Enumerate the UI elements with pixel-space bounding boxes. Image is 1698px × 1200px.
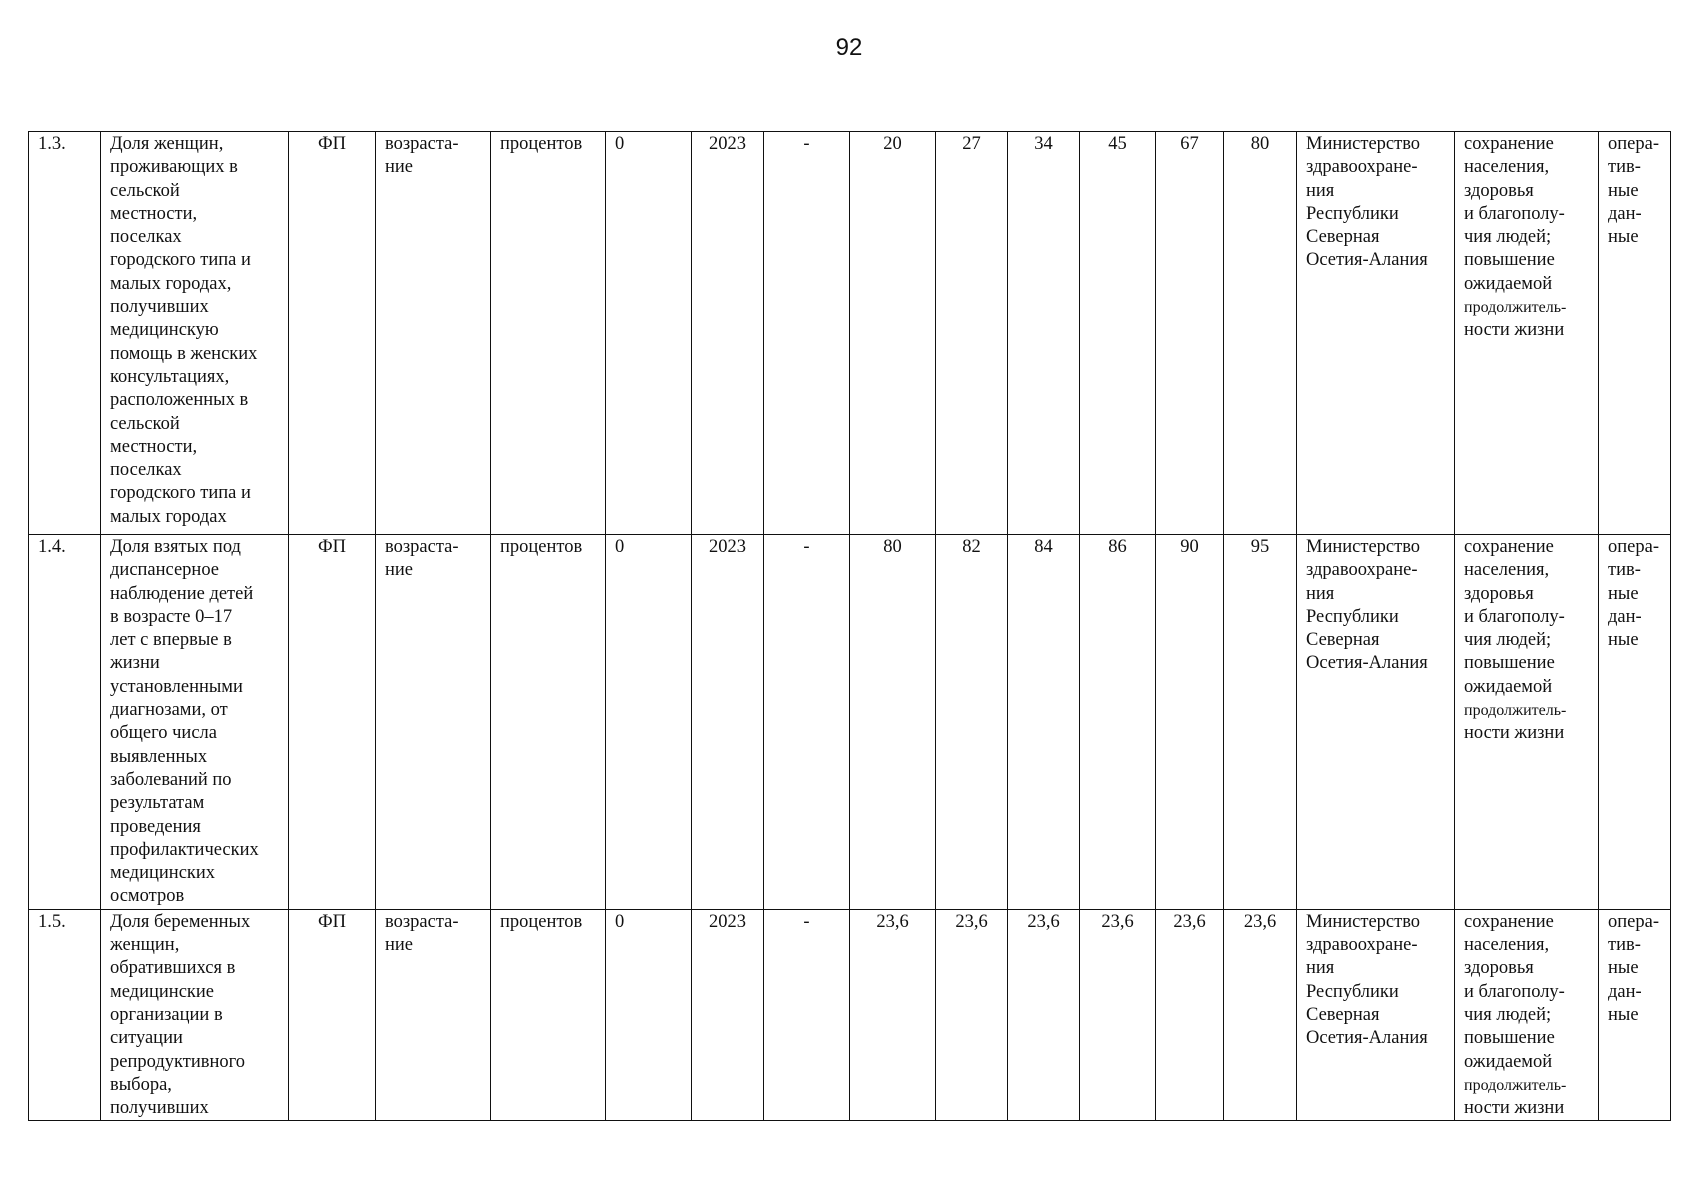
indicator-name-cell-line: Доля взятых под [110, 537, 241, 557]
target-value-cell-2: 23,6 [936, 909, 1008, 1121]
row-number-cell: 1.4. [29, 535, 101, 910]
indicator-name-cell [101, 909, 289, 1121]
target-value-cell-4: 23,6 [1080, 909, 1156, 1121]
unit-cell: процентов [491, 909, 606, 1121]
indicator-name-cell-line: местности, [110, 203, 198, 224]
indicator-name-cell-line: поселках [110, 460, 182, 481]
data-source-cell-line: опера- [1608, 911, 1659, 932]
indicator-name-cell-line: результатам [110, 793, 205, 814]
responsible-cell-line: Осетия-Алания [1306, 1028, 1428, 1049]
responsible-cell [1297, 535, 1455, 910]
national-goal-cell-line: и благополу- [1464, 203, 1565, 224]
national-goal-cell-line: ожидаемой [1464, 1051, 1553, 1072]
indicators-table [28, 131, 1671, 1121]
indicator-name-cell-line: установленными [110, 676, 243, 697]
data-source-cell-line: опера- [1608, 134, 1659, 154]
indicator-name-cell-line: малых городах [110, 506, 227, 527]
national-goal-cell-line: ожидаемой [1464, 676, 1553, 697]
indicator-name-cell-line: городского типа и [110, 483, 251, 504]
responsible-cell-line: Республики [1306, 981, 1399, 1002]
page-number: 92 [835, 34, 863, 61]
data-source-cell [1599, 909, 1671, 1121]
responsible-cell [1297, 909, 1455, 1121]
responsible-cell-line: Министерство [1306, 911, 1421, 932]
data-source-cell-line: ные [1608, 227, 1639, 248]
indicator-name-cell-line: консультациях, [110, 366, 230, 387]
target-value-cell-2: 27 [936, 132, 1008, 535]
target-value-cell-6: 95 [1224, 535, 1297, 910]
national-goal-cell-line: сохранение [1464, 134, 1554, 154]
indicator-name-cell-line: наблюдение детей [110, 583, 254, 604]
national-goal-cell-line: населения, [1464, 935, 1550, 956]
national-goal-cell-line: и благополу- [1464, 981, 1565, 1002]
unit-cell: процентов [491, 535, 606, 910]
indicator-name-cell-line: медицинские [110, 981, 214, 1002]
national-goal-cell-line: сохранение [1464, 911, 1554, 932]
indicator-name-cell-line: репродуктивного [110, 1051, 245, 1072]
base-year-cell: 2023 [692, 909, 764, 1121]
target-value-cell-4: 45 [1080, 132, 1156, 535]
national-goal-cell-line: повышение [1464, 250, 1555, 271]
trend-cell-line: возраста- [385, 537, 459, 557]
national-goal-cell-line: продолжитель- [1464, 1076, 1567, 1094]
trend-cell-line: ние [385, 560, 414, 581]
indicator-name-cell-line: женщин, [110, 935, 180, 956]
target-value-cell-1: 20 [850, 132, 936, 535]
target-value-cell-3: 84 [1008, 535, 1080, 910]
indicator-name-cell-line: медицинских [110, 863, 216, 884]
indicator-name-cell-line: выбора, [110, 1074, 172, 1095]
national-goal-cell-line: населения, [1464, 560, 1550, 581]
table-row [29, 535, 1671, 910]
data-source-cell-line: дан- [1608, 981, 1642, 1002]
data-source-cell-line: ные [1608, 180, 1639, 201]
national-goal-cell-line: здоровья [1464, 583, 1534, 604]
indicator-name-cell-line: городского типа и [110, 250, 251, 271]
data-source-cell-line: тив- [1608, 157, 1641, 178]
data-source-cell-line: ные [1608, 583, 1639, 604]
data-source-cell-line: дан- [1608, 606, 1642, 627]
indicator-name-cell-line: выявленных [110, 746, 208, 767]
indicator-name-cell-line: профилактических [110, 839, 259, 860]
national-goal-cell-line: ности жизни [1464, 1098, 1565, 1119]
national-goal-cell-line: и благополу- [1464, 606, 1565, 627]
indicator-name-cell-line: Доля женщин, [110, 134, 224, 154]
indicator-name-cell-line: сельской [110, 180, 180, 201]
trend-cell-line: возраста- [385, 134, 459, 154]
indicator-name-cell-line: проживающих в [110, 157, 238, 178]
responsible-cell-line: Северная [1306, 227, 1380, 248]
national-goal-cell-line: здоровья [1464, 180, 1534, 201]
national-goal-cell [1455, 535, 1599, 910]
indicator-name-cell-line: Доля беременных [110, 911, 251, 932]
table-row [29, 132, 1671, 535]
national-goal-cell [1455, 132, 1599, 535]
indicator-name-cell-line: жизни [110, 653, 160, 674]
trend-cell [376, 535, 491, 910]
responsible-cell-line: здравоохране- [1306, 157, 1418, 178]
responsible-cell [1297, 132, 1455, 535]
national-goal-cell-line: чия людей; [1464, 227, 1552, 248]
responsible-cell-line: Северная [1306, 630, 1380, 651]
indicator-level-cell: ФП [289, 909, 376, 1121]
indicator-name-cell-line: диагнозами, от [110, 700, 228, 721]
responsible-cell-line: ния [1306, 958, 1335, 979]
target-value-cell-4: 86 [1080, 535, 1156, 910]
indicator-name-cell-line: осмотров [110, 886, 185, 907]
national-goal-cell-line: сохранение [1464, 537, 1554, 557]
indicator-name-cell-line: организации в [110, 1004, 223, 1025]
indicator-name-cell-line: обратившихся в [110, 958, 236, 979]
national-goal-cell-line: повышение [1464, 1028, 1555, 1049]
data-source-cell-line: ные [1608, 1004, 1639, 1025]
data-source-cell [1599, 535, 1671, 910]
data-source-cell-line: ные [1608, 630, 1639, 651]
responsible-cell-line: Осетия-Алания [1306, 653, 1428, 674]
data-source-cell-line: тив- [1608, 560, 1641, 581]
target-value-cell-1: 80 [850, 535, 936, 910]
trend-cell-line: ние [385, 935, 414, 956]
national-goal-cell-line: чия людей; [1464, 630, 1552, 651]
indicator-name-cell-line: ситуации [110, 1028, 183, 1049]
base-value-cell: 0 [606, 132, 692, 535]
national-goal-cell-line: чия людей; [1464, 1004, 1552, 1025]
indicator-name-cell [101, 132, 289, 535]
data-source-cell [1599, 132, 1671, 535]
indicator-name-cell-line: помощь в женских [110, 343, 258, 364]
dash-cell: - [764, 132, 850, 535]
indicator-name-cell [101, 535, 289, 910]
responsible-cell-line: Северная [1306, 1004, 1380, 1025]
base-year-cell: 2023 [692, 132, 764, 535]
indicator-name-cell-line: проведения [110, 816, 201, 837]
indicator-name-cell-line: общего числа [110, 723, 217, 744]
responsible-cell-line: Республики [1306, 606, 1399, 627]
indicator-name-cell-line: в возрасте 0–17 [110, 606, 233, 627]
dash-cell: - [764, 535, 850, 910]
target-value-cell-5: 90 [1156, 535, 1224, 910]
national-goal-cell-line: ности жизни [1464, 320, 1565, 341]
national-goal-cell-line: ожидаемой [1464, 273, 1553, 294]
indicator-name-cell-line: получивших [110, 1098, 209, 1119]
row-number-cell: 1.5. [29, 909, 101, 1121]
responsible-cell-line: Осетия-Алания [1306, 250, 1428, 271]
national-goal-cell-line: населения, [1464, 157, 1550, 178]
target-value-cell-3: 34 [1008, 132, 1080, 535]
indicator-name-cell-line: получивших [110, 297, 209, 318]
target-value-cell-6: 80 [1224, 132, 1297, 535]
indicator-name-cell-line: поселках [110, 227, 182, 248]
base-value-cell: 0 [606, 909, 692, 1121]
indicator-name-cell-line: медицинскую [110, 320, 219, 341]
responsible-cell-line: здравоохране- [1306, 935, 1418, 956]
target-value-cell-1: 23,6 [850, 909, 936, 1121]
target-value-cell-2: 82 [936, 535, 1008, 910]
indicator-name-cell-line: сельской [110, 413, 180, 434]
dash-cell: - [764, 909, 850, 1121]
target-value-cell-6: 23,6 [1224, 909, 1297, 1121]
national-goal-cell-line: ности жизни [1464, 723, 1565, 744]
responsible-cell-line: ния [1306, 583, 1335, 604]
base-year-cell: 2023 [692, 535, 764, 910]
indicator-name-cell-line: лет с впервые в [110, 630, 232, 651]
row-number-cell: 1.3. [29, 132, 101, 535]
national-goal-cell-line: повышение [1464, 653, 1555, 674]
target-value-cell-5: 67 [1156, 132, 1224, 535]
indicator-level-cell: ФП [289, 535, 376, 910]
national-goal-cell-line: продолжитель- [1464, 702, 1567, 720]
data-source-cell-line: ные [1608, 958, 1639, 979]
data-source-cell-line: дан- [1608, 203, 1642, 224]
responsible-cell-line: Министерство [1306, 537, 1421, 557]
responsible-cell-line: Министерство [1306, 134, 1421, 154]
target-value-cell-3: 23,6 [1008, 909, 1080, 1121]
trend-cell [376, 909, 491, 1121]
responsible-cell-line: ния [1306, 180, 1335, 201]
unit-cell: процентов [491, 132, 606, 535]
responsible-cell-line: Республики [1306, 203, 1399, 224]
indicator-name-cell-line: расположенных в [110, 390, 249, 411]
data-source-cell-line: опера- [1608, 537, 1659, 557]
target-value-cell-5: 23,6 [1156, 909, 1224, 1121]
indicator-name-cell-line: заболеваний по [110, 769, 232, 790]
base-value-cell: 0 [606, 535, 692, 910]
national-goal-cell-line: здоровья [1464, 958, 1534, 979]
data-source-cell-line: тив- [1608, 935, 1641, 956]
table-body [29, 132, 1671, 1121]
table-row [29, 909, 1671, 1121]
indicator-level-cell: ФП [289, 132, 376, 535]
trend-cell-line: возраста- [385, 911, 459, 932]
national-goal-cell-line: продолжитель- [1464, 299, 1567, 317]
trend-cell-line: ние [385, 157, 414, 178]
indicator-name-cell-line: местности, [110, 436, 198, 457]
responsible-cell-line: здравоохране- [1306, 560, 1418, 581]
indicator-name-cell-line: малых городах, [110, 273, 232, 294]
national-goal-cell [1455, 909, 1599, 1121]
indicator-name-cell-line: диспансерное [110, 560, 220, 581]
trend-cell [376, 132, 491, 535]
